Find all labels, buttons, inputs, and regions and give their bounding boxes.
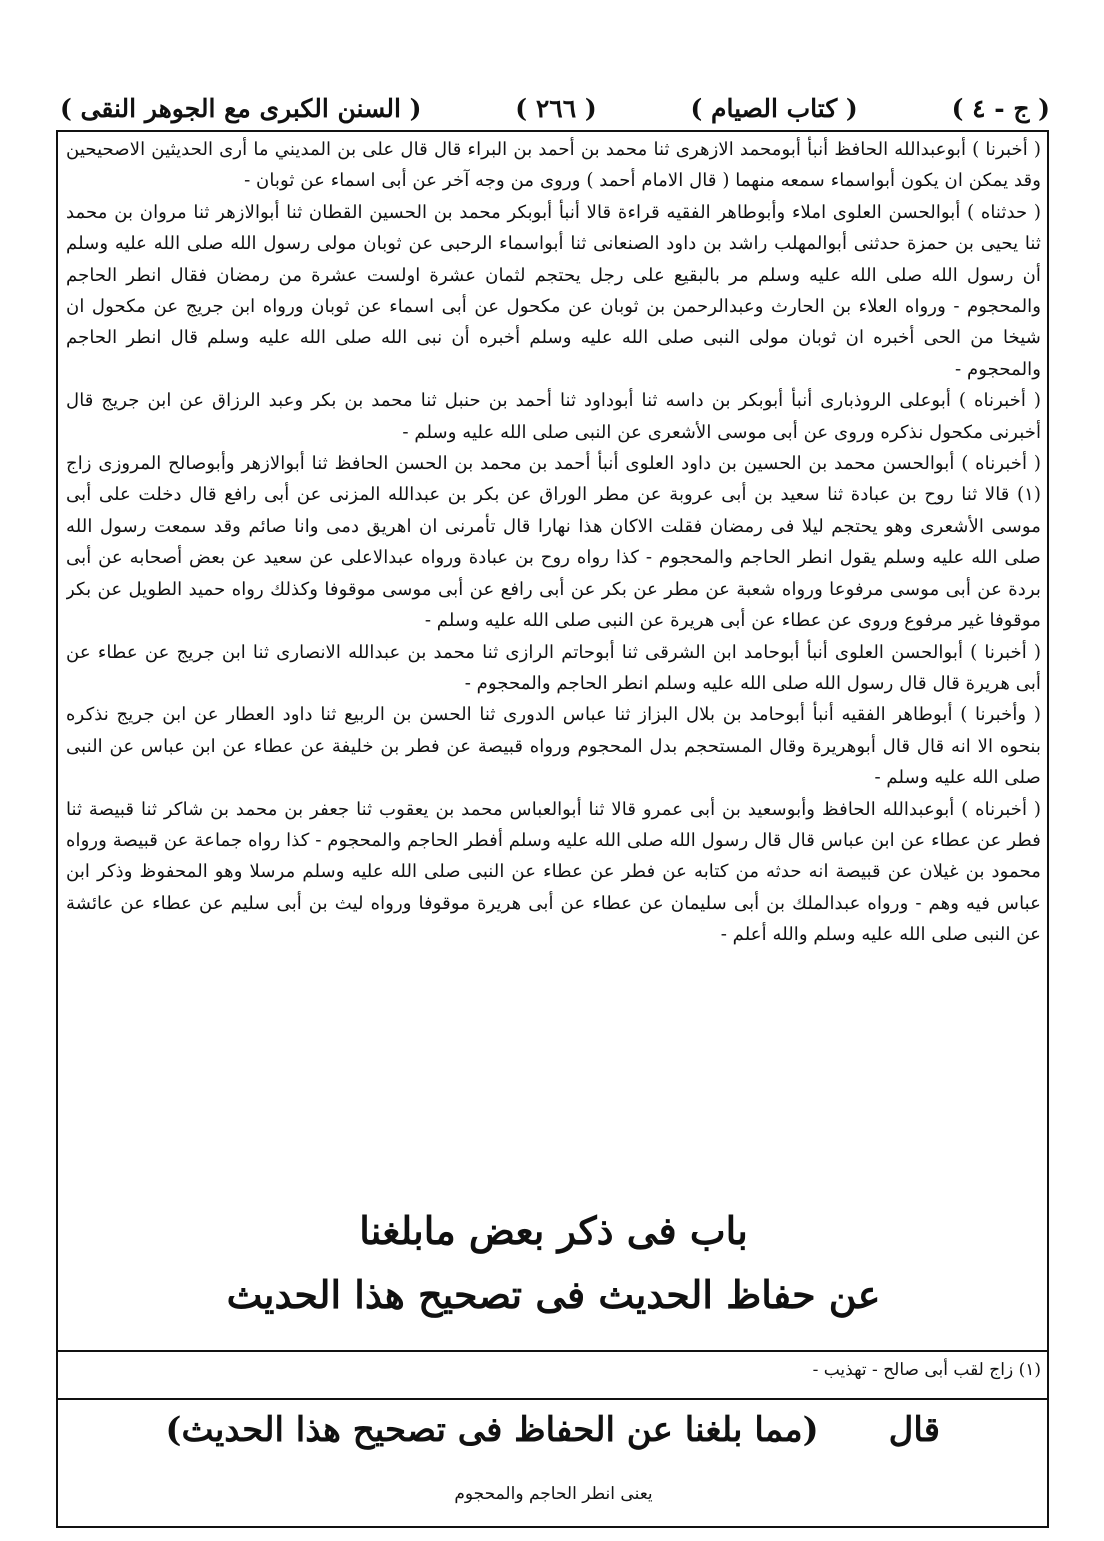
paragraph: ( أخبرنا ) أبوالحسن العلوى أنبأ أبوحامد ابن الشرقى ثنا أبوحاتم الرازى ثنا محمد بن عبدالله الانصارى ثنا ابن جريج عن عطاء عن أبى هريرة قال قال رسول الله صلى الله عليه وسلم انطر الحاجم والمحجوم - <box>66 641 1041 694</box>
footnote-divider <box>56 1350 1049 1352</box>
commentary-heading <box>165 1410 940 1450</box>
paragraph: ( حدثناه ) أبوالحسن العلوى املاء وأبوطاهر الفقيه قراءة قالا أنبأ أبوبكر محمد بن الحسين القطان ثنا أبوالازهر ثنا مروان بن محمد ثنا يحيى بن حمزة حدثنى أبوالمهلب راشد بن داود الصنعانى ثنا أبواسماء الرحبى عن ثوبان مولى رسول الله صلى الله عليه وسلم أن رسول الله صلى الله عليه وسلم مر بالبقيع على رجل يحتجم لثمان عشرة اولست عشرة من رمضان فقال انطر الحاجم والمحجوم - ورواه العلاء بن الحارث وعبدالرحمن بن ثوبان عن مكحول عن أبى اسماء عن ثوبان ورواه ابن جريج عن مكحول ان شيخا من الحى أخبره ان ثوبان مولى النبى صلى الله عليه وسلم أخبره أن نبى الله صلى الله عليه وسلم قال انطر الحاجم والمحجوم - <box>66 201 1041 380</box>
commentary-divider <box>56 1398 1049 1400</box>
chapter-heading-line1: باب فى ذكر بعض مابلغنا <box>359 1208 748 1253</box>
page-header <box>60 88 1050 128</box>
commentary-quote: (مما بلغنا عن الحفاظ فى تصحيح هذا الحديث) <box>165 1410 819 1450</box>
hadith-body <box>66 134 1041 1194</box>
book-title: ( السنن الكبرى مع الجوهر النقى ) <box>60 93 422 123</box>
commentary-subtext: يعنى انطر الحاجم والمحجوم <box>454 1484 653 1504</box>
commentary-qala: قال <box>888 1410 940 1450</box>
chapter-heading-line2: عن حفاظ الحديث فى تصحيح هذا الحديث <box>226 1272 881 1317</box>
paragraph: ( أخبرناه ) أبوعلى الروذبارى أنبأ أبوبكر بن داسه ثنا أبوداود ثنا أحمد بن حنبل ثنا محمد بن بكر وعبد الرزاق عن ابن جريج قال أخبرنى مكحول نذكره وروى عن أبى موسى الأشعرى عن النبى صلى الله عليه وسلم - <box>66 390 1041 443</box>
volume-number: ( ج - ٤ ) <box>951 93 1050 123</box>
page-number: ( ٢٦٦ ) <box>515 93 597 123</box>
footnote: (١) زاج لقب أبى صالح - تهذيب - <box>812 1360 1041 1380</box>
paragraph: ( وأخبرنا ) أبوطاهر الفقيه أنبأ أبوحامد بن بلال البزاز ثنا عباس الدورى ثنا الحسن بن الربيع ثنا داود العطار عن ابن جريج نذكره بنحوه الا انه قال قال أبوهريرة وقال المستحجم بدل المحجوم ورواه قبيصة عن فطر بن خليفة عن عطاء عن ابن عباس عن النبى صلى الله عليه وسلم - <box>66 704 1041 789</box>
paragraph: ( أخبرنا ) أبوعبدالله الحافظ أنبأ أبومحمد الازهرى ثنا محمد بن أحمد بن البراء قال قال على بن المديني ما أرى الحديثين الاصحيحين وقد يمكن ان يكون أبواسماء سمعه منهما ( قال الامام أحمد ) وروى من وجه آخر عن أبى اسماء عن ثوبان - <box>66 139 1041 192</box>
paragraph: ( أخبرناه ) أبوالحسن محمد بن الحسين بن داود العلوى أنبأ أحمد بن محمد بن الحسن الحافظ ثنا أبوالازهر وأبوصالح المروزى زاج (١) قالا ثنا روح بن عبادة ثنا سعيد بن أبى عروبة عن مطر الوراق عن بكر بن عبدالله المزنى عن أبى رافع قال دخلت على أبى موسى الأشعرى وهو يحتجم ليلا فى رمضان فقلت الاكان هذا نهارا قال تأمرنى ان اهريق دمى وانا صائم وقد سمعت رسول الله صلى الله عليه وسلم يقول انطر الحاجم والمحجوم - كذا رواه روح بن عبادة ورواه عبدالاعلى عن سعيد عن بعض أصحابه عن أبى بردة عن أبى موسى مرفوعا ورواه شعبة عن مطر عن بكر عن أبى رافع عن أبى موسى موقوفا وكذلك رواه حميد الطويل عن بكر موقوفا غير مرفوع وروى عن عطاء عن أبى هريرة عن النبى صلى الله عليه وسلم - <box>66 453 1041 632</box>
paragraph: ( أخبرناه ) أبوعبدالله الحافظ وأبوسعيد بن أبى عمرو قالا ثنا أبوالعباس محمد بن يعقوب ثنا جعفر بن محمد بن شاكر ثنا قبيصة ثنا فطر عن عطاء عن ابن عباس قال قال رسول الله صلى الله عليه وسلم أفطر الحاجم والمحجوم - كذا رواه جماعة عن قبيصة ورواه محمود بن غيلان عن قبيصة انه حدثه من كتابه عن فطر عن عطاء عن النبى صلى الله عليه وسلم مرسلا وهو المحفوظ وذكر ابن عباس فيه وهم - ورواه عبدالملك بن أبى سليمان عن عطاء عن أبى هريرة موقوفا ورواه ليث بن أبى سليم عن عطاء عن عائشة عن النبى صلى الله عليه وسلم والله أعلم - <box>66 798 1041 946</box>
section-title: ( كتاب الصيام ) <box>690 93 858 123</box>
